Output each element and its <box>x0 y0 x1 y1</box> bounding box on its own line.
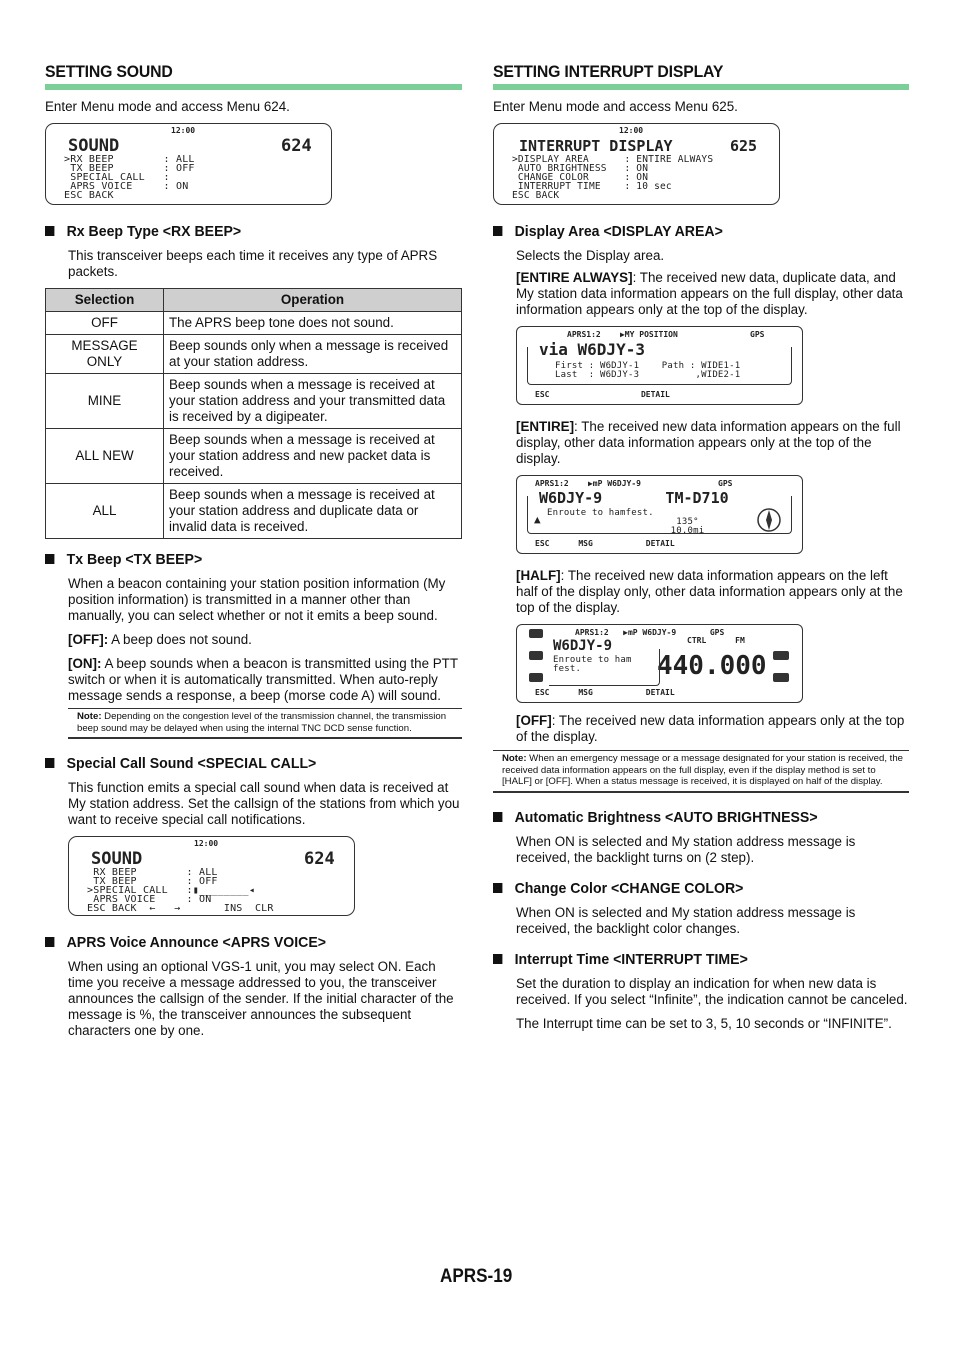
table-cell-operation: Beep sounds when a message is received at your station address and new packet data is received. <box>164 429 462 484</box>
display-area-note: Note: When an emergency message or a message designated for your station is received, the received data information appears on the full display, even if the display method is set to [HALF] or [OFF]. When a status message is received, it is displayed on half of the display. <box>493 750 909 793</box>
interrupt-time-values: The Interrupt time can be set to 3, 5, 10 seconds or “INFINITE”. <box>516 1015 892 1031</box>
interrupt-time-text: Set the duration to display an indication for when new data is received. If you select “Infinite”, the indication cannot be canceled. <box>516 975 908 1007</box>
lcd-soft-keys: ESC DETAIL <box>535 390 670 399</box>
table-cell-selection: ALL NEW <box>46 429 164 484</box>
lcd-frame-bracket <box>527 496 792 534</box>
table-cell-operation: Beep sounds when a message is received at your station address and duplicate data or invalid data is received. <box>164 484 462 539</box>
lcd-line: AUTO BRIGHTNESS : ON <box>512 163 649 174</box>
tx-beep-off: [OFF]: A beep does not sound. <box>68 632 252 647</box>
lcd-line: Enroute to hamfest. <box>547 508 654 518</box>
lcd-big-callsign: W6DJY-9 <box>553 638 613 654</box>
table-row <box>46 374 462 429</box>
table-cell-selection: MINE <box>46 374 164 429</box>
lcd-clock: 12:00 <box>171 126 196 135</box>
entire-always-text: [ENTIRE ALWAYS]: The received new data, duplicate data, and My station data information appears on the full display, other data information appears only at the top of the display. <box>516 270 903 317</box>
section-title: SETTING INTERRUPT DISPLAY <box>493 62 724 81</box>
tx-beep-text: When a beacon containing your station position information (My position information) is transmitted in a manner other than manually, you can select whether or not it emits a beep sound. <box>68 576 446 623</box>
lcd-menu-number: 624 <box>281 136 312 156</box>
lcd-entire <box>516 475 803 554</box>
lcd-status-line: APRS1:2 ▶mP W6DJY-9 GPS <box>575 628 725 637</box>
lcd-left-indicator <box>529 651 543 660</box>
section-divider <box>45 84 462 90</box>
rx-beep-text: This transceiver beeps each time it receives any type of APRS packets. <box>68 248 438 279</box>
lcd-heading: INTERRUPT DISPLAY <box>519 137 673 155</box>
car-icon: ▲ <box>534 513 541 526</box>
lcd-line: APRS VOICE : ON <box>64 181 189 192</box>
subheading-auto-brightness: Automatic Brightness <AUTO BRIGHTNESS> <box>493 809 884 826</box>
display-area-text: Selects the Display area. <box>516 248 665 263</box>
lcd-menu-number: 624 <box>304 849 335 869</box>
lcd-left-indicator <box>529 629 543 638</box>
lcd-line: RX BEEP : ALL <box>87 867 218 878</box>
right-column <box>493 62 909 1040</box>
subheading-rx-beep: Rx Beep Type <RX BEEP> <box>45 223 437 240</box>
subheading-interrupt-time: Interrupt Time <INTERRUPT TIME> <box>493 951 884 968</box>
section-title: SETTING SOUND <box>45 62 173 81</box>
subheading-change-color: Change Color <CHANGE COLOR> <box>493 880 884 897</box>
lcd-line: ESC BACK <box>64 190 114 201</box>
table-cell-operation: Beep sounds when a message is received at your station address and your transmitted data is received by a digipeater. <box>164 374 462 429</box>
lcd-menu-number: 625 <box>730 137 758 155</box>
bullet-square-icon <box>493 812 502 822</box>
lcd-left-indicator <box>529 673 543 682</box>
lcd-line: SPECIAL CALL : <box>64 172 170 183</box>
aprs-voice-text: When using an optional VGS-1 unit, you may select ON. Each time you receive a message addressed to you, the transceiver announces the callsign of the sender. If the initial character of the message is %, the transceiver announces the subsequent characters one by one. <box>68 959 454 1038</box>
table-cell-selection: OFF <box>46 312 164 335</box>
lcd-line: CHANGE COLOR : ON <box>512 172 649 183</box>
off-text: [OFF]: The received new data information appears only at the top of the display. <box>516 713 905 744</box>
auto-brightness-text: When ON is selected and My station address message is received, the backlight turns on (2 step). <box>516 833 856 865</box>
lcd-clock: 12:00 <box>619 126 644 135</box>
lcd-line: 135° <box>547 517 699 527</box>
bullet-square-icon <box>45 226 54 236</box>
lcd-line: >SPECIAL CALL :▮________◂ <box>87 885 255 896</box>
lcd-line: First : W6DJY-1 Path : WIDE1-1 <box>555 361 741 371</box>
lcd-frame-bracket <box>527 347 792 385</box>
bullet-square-icon <box>493 883 502 893</box>
bullet-square-icon <box>45 937 54 947</box>
lcd-right-indicator <box>773 651 789 660</box>
lcd-line: APRS VOICE : ON <box>87 894 212 905</box>
lcd-entire-always <box>516 326 803 405</box>
table-header-row <box>46 289 462 312</box>
entire-text: [ENTIRE]: The received new data information appears on the full display, other data information appears only at the top of the display. <box>516 419 901 466</box>
bullet-square-icon <box>493 954 502 964</box>
lcd-frame-bracket <box>549 649 660 686</box>
change-color-text: When ON is selected and My station address message is received, the backlight color changes. <box>516 904 856 936</box>
special-call-text: This function emits a special call sound when data is received at My station address. Set the callsign of the stations from which you want to receive special call notifications. <box>68 780 460 827</box>
table-row <box>46 484 462 539</box>
lcd-status-line: APRS1:2 ▶MY POSITION GPS <box>567 330 765 339</box>
lcd-status-line: APRS1:2 ▶mP W6DJY-9 GPS <box>535 479 733 488</box>
lcd-right-indicator <box>773 673 789 682</box>
lcd-line: fest. <box>553 664 582 674</box>
intro-text: Enter Menu mode and access Menu 625. <box>493 99 738 114</box>
lcd-line: ESC BACK <box>512 190 560 201</box>
lcd-line: Last : W6DJY-3 ,WIDE2-1 <box>555 370 741 380</box>
lcd-soft-keys: ESC MSG DETAIL <box>535 539 675 548</box>
table-cell-operation: The APRS beep tone does not sound. <box>164 312 462 335</box>
table-header: Selection <box>46 289 164 312</box>
lcd-line: Enroute to ham <box>553 655 632 665</box>
left-column <box>45 62 462 1047</box>
tx-beep-on: [ON]: A beep sounds when a beacon is transmitted using the PTT switch or when it is automatically transmitted. When auto-reply message sends a response, a beep (morse code A) will sound. <box>68 656 458 703</box>
rx-beep-table <box>45 288 462 539</box>
table-cell-selection: MESSAGE ONLY <box>46 335 164 374</box>
lcd-line: TX BEEP : OFF <box>64 163 195 174</box>
table-row <box>46 429 462 484</box>
table-header: Operation <box>164 289 462 312</box>
lcd-line: >DISPLAY AREA : ENTIRE ALWAYS <box>512 154 714 165</box>
lcd-menu-625 <box>493 123 780 205</box>
tx-beep-note: Note: Depending on the congestion level of the transmission channel, the transmission beep sound may be delayed when using the internal TNC DCD sense function. <box>68 708 462 739</box>
table-cell-operation: Beep sounds only when a message is received at your station address. <box>164 335 462 374</box>
section-divider <box>493 84 909 90</box>
subheading-aprs-voice: APRS Voice Announce <APRS VOICE> <box>45 934 437 951</box>
table-row <box>46 312 462 335</box>
lcd-big-callsign: W6DJY-9 TM-D710 <box>539 489 729 507</box>
lcd-line: INTERRUPT TIME : 10 sec <box>512 181 672 192</box>
bullet-square-icon <box>45 758 54 768</box>
lcd-line: 10.0mi <box>547 526 705 536</box>
table-cell-selection: ALL <box>46 484 164 539</box>
page-number: APRS-19 <box>440 1266 513 1287</box>
subheading-display-area: Display Area <DISPLAY AREA> <box>493 223 884 240</box>
subheading-tx-beep: Tx Beep <TX BEEP> <box>45 551 437 568</box>
lcd-heading: SOUND <box>68 136 120 156</box>
lcd-line: >RX BEEP : ALL <box>64 154 195 165</box>
table-row <box>46 335 462 374</box>
lcd-soft-keys: ESC MSG DETAIL <box>535 688 675 697</box>
lcd-line: ESC BACK ← → INS CLR <box>87 903 274 914</box>
lcd-clock: 12:00 <box>194 839 219 848</box>
half-text: [HALF]: The received new data information appears on the left half of the display only, other data information appears only at the top of the display. <box>516 568 903 615</box>
lcd-line: TX BEEP : OFF <box>87 876 218 887</box>
intro-text: Enter Menu mode and access Menu 624. <box>45 99 290 114</box>
lcd-big-callsign: via W6DJY-3 <box>539 340 645 359</box>
lcd-menu-624-special-call <box>68 836 355 916</box>
subheading-special-call: Special Call Sound <SPECIAL CALL> <box>45 755 437 772</box>
bullet-square-icon <box>45 554 54 564</box>
lcd-frequency: 440.000 <box>657 651 767 681</box>
lcd-mode-tags: CTRL FM <box>687 636 745 645</box>
bullet-square-icon <box>493 226 502 236</box>
lcd-menu-624 <box>45 123 332 205</box>
lcd-heading: SOUND <box>91 849 143 869</box>
lcd-half <box>516 624 803 703</box>
